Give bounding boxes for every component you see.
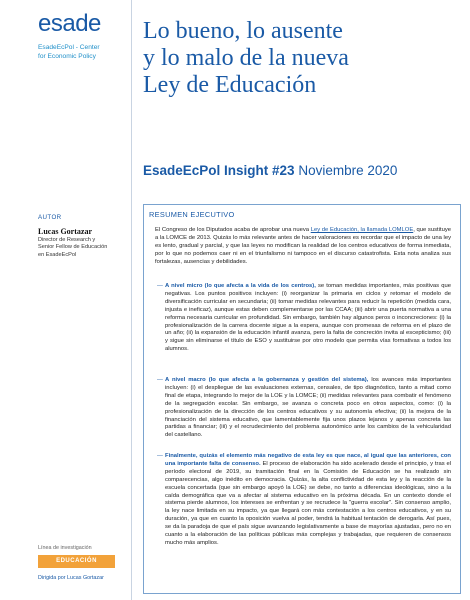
item-text: El proceso de elaboración ha sido acelerado desde el principio, y tras el período electoral de 2019, su tramitación final en la Comisión de Educación se ha realizado sin comparecencias, algo inédito en democracia. Quizás, la alta conflictividad de esta ley y la reacción de la escuela concertada (que sin embargo apoyó la LOE) se debe, no tanto a diferencias ideológicas, sino a la caída demográfica que va a afectar al sistema educativo en la próxima década. En un contexto donde el sistema pierde alumnos, los intereses se enfrentan y se recrudece la "guerra escolar". Sin consenso amplio, la ley nace limitada en su impacto, ya que llegará con más contestación a los centros educativos, y en su duración, ya que en cuanto la oposición vuelva al poder, tendrá la habitual tentación de derogarla. Así pues, se da la paradoja de que el país sigue avanzando legislativamente a base de mayorías ajustadas, pero no en cuanto a la elaboración de las políticas públicas más complejas y trabajadas, que requieren de consensos mucho más amplios. bbox=[165, 460, 451, 546]
divider-line bbox=[131, 0, 132, 600]
item-lead: A nivel macro (lo que afecta a la gobernanza y gestión del sistema), bbox=[165, 377, 369, 383]
author-role-line-1: Director de Research y bbox=[38, 237, 96, 243]
item-lead: A nivel micro (lo que afecta a la vida de los centros), bbox=[165, 283, 316, 289]
summary-item-consensus bbox=[157, 453, 451, 548]
author-role bbox=[38, 237, 126, 259]
executive-summary-box bbox=[143, 204, 461, 594]
esade-logo: esade bbox=[38, 10, 101, 37]
directed-by: Dirigida por Lucas Gortazar bbox=[38, 575, 104, 581]
page-title bbox=[143, 18, 453, 99]
author-role-line-2: Senior Fellow de Educación bbox=[38, 244, 108, 251]
summary-item-micro bbox=[157, 283, 451, 354]
research-line-label: Línea de investigación bbox=[38, 545, 92, 551]
intro-text-start: El Congreso de los Diputados acaba de aprobar una nueva bbox=[155, 227, 311, 233]
item-lead: Finalmente, quizás el elemento más negativo de esta ley es que nace, al igual que las anteriores, con una importante falta de consenso. bbox=[165, 453, 451, 467]
author-role-line-3: en EsadeEcPol bbox=[38, 251, 77, 258]
summary-item-macro bbox=[157, 377, 451, 440]
lomloe-link[interactable]: Ley de Educación, la llamada LOMLOE bbox=[310, 227, 414, 233]
org-name bbox=[38, 44, 122, 61]
sidebar bbox=[0, 0, 122, 600]
summary-heading: RESUMEN EJECUTIVO bbox=[149, 210, 235, 219]
insight-heading bbox=[143, 163, 397, 178]
author-label: AUTOR bbox=[38, 214, 62, 221]
item-text: se toman medidas importantes, más positivas que negativas. Los puntos positivos incluyen: (i) reorganizar la primaria en ciclos y retomar el modelo de diversificación curricular en secundaria; (ii) tomar medidas relevantes para reducir la repetición (medida cara, injusta e ineficaz), aunque estas deben complementarse por las CCAA; (iii) abrir una puerta normativa a una reforma necesaria curricular en profundidad. Sin embargo, también hay algunos peros o inconcreciones: (i) la profesionalización de la carrera docente sigue a la espera, aunque con promesas de reforma en el plazo de un año; (ii) la expansión de la educación infantil avanza, pero la falta de concreción invita al escepticismo; (iii) y sigue sin eliminarse el título de ESO y sustituirse por otro modelo que permita vías formativas a todos los alumnos. bbox=[165, 283, 451, 353]
insight-label: EsadeEcPol Insight #23 bbox=[143, 163, 295, 178]
item-text: los avances más importantes incluyen: (i) el despliegue de las evaluaciones externas, censales, de tipo diagnóstico, tanto a mitad como final de etapa, integrando lo mejor de la LOE y la LOMCE; (ii) medidas relevantes para combatir el fenómeno de la segregación escolar. Sin embargo, se avanza o concreta poco en otros aspectos, como: (i) la profesionalización de la dirección de los centros educativos y su autonomía efectiva; (ii) la mejora de la financiación del sistema educativo, que lamentablemente fija unos plazos lejanos y apenas concreta las partidas a financiar; (iii) y el recrudecimiento del problema autonómico ante los cambios de la vehicularidad del castellano. bbox=[165, 377, 451, 439]
org-line-2: for Economic Policy bbox=[38, 52, 96, 60]
summary-intro bbox=[155, 227, 451, 267]
title-line-1: Lo bueno, lo ausente bbox=[143, 18, 343, 44]
research-line-badge[interactable]: EDUCACIÓN bbox=[38, 555, 115, 568]
author-name: Lucas Gortazar bbox=[38, 227, 92, 236]
dash-bullet: — bbox=[157, 283, 163, 289]
title-line-3: Ley de Educación bbox=[143, 72, 317, 98]
org-line-1: EsadeEcPol - Center bbox=[38, 44, 100, 51]
dash-bullet: — bbox=[157, 377, 163, 383]
title-line-2: y lo malo de la nueva bbox=[143, 45, 349, 71]
insight-date: Noviembre 2020 bbox=[298, 163, 398, 178]
intro-text-end: , que sustituye a la LOMCE de 2013. Quizás lo más relevante antes de hacer valoraciones es recordar que el impacto de una ley es lento, gradual y parcial, y que las leyes no modifican la realidad de los centros educativos de forma inmediata, por lo que no podemos caer ni en el triunfalismo ni tampoco en el discurso catastrofista. Esta nota analiza sus fortalezas, ausencias y debilidades. bbox=[155, 227, 451, 265]
dash-bullet: — bbox=[157, 453, 163, 459]
